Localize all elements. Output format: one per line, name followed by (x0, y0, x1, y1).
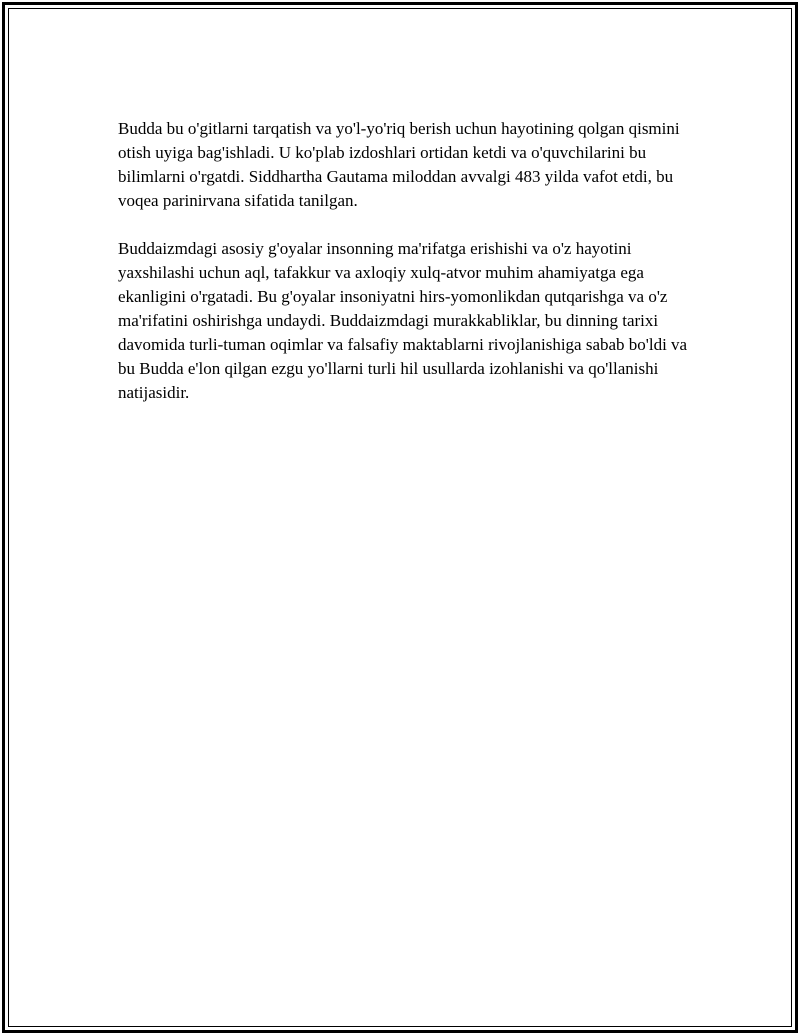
document-body (118, 117, 688, 429)
paragraph-1: Budda bu o'gitlarni tarqatish va yo'l-yo'riq berish uchun hayotining qolgan qismini otish uyiga bag'ishladi. U ko'plab izdoshlari ortidan ketdi va o'quvchilarini bu bilimlarni o'rgatdi. Siddhartha Gautama miloddan avvalgi 483 yilda vafot etdi, bu voqea parinirvana sifatida tanilgan. (118, 119, 680, 210)
paragraph-2: Buddaizmdagi asosiy g'oyalar insonning ma'rifatga erishishi va o'z hayotini yaxshilashi uchun aql, tafakkur va axloqiy xulq-atvor muhim ahamiyatga ega ekanligini o'rgatadi. Bu g'oyalar insoniyatni hirs-yomonlikdan qutqarishga va o'z ma'rifatini oshirishga undaydi. Buddaizmdagi murakkabliklar, bu dinning tarixi davomida turli-tuman oqimlar va falsafiy maktablarni rivojlanishiga sabab bo'ldi va bu Budda e'lon qilgan ezgu yo'llarni turli hil usullarda izohlanishi va qo'llanishi natijasidir. (118, 239, 688, 402)
